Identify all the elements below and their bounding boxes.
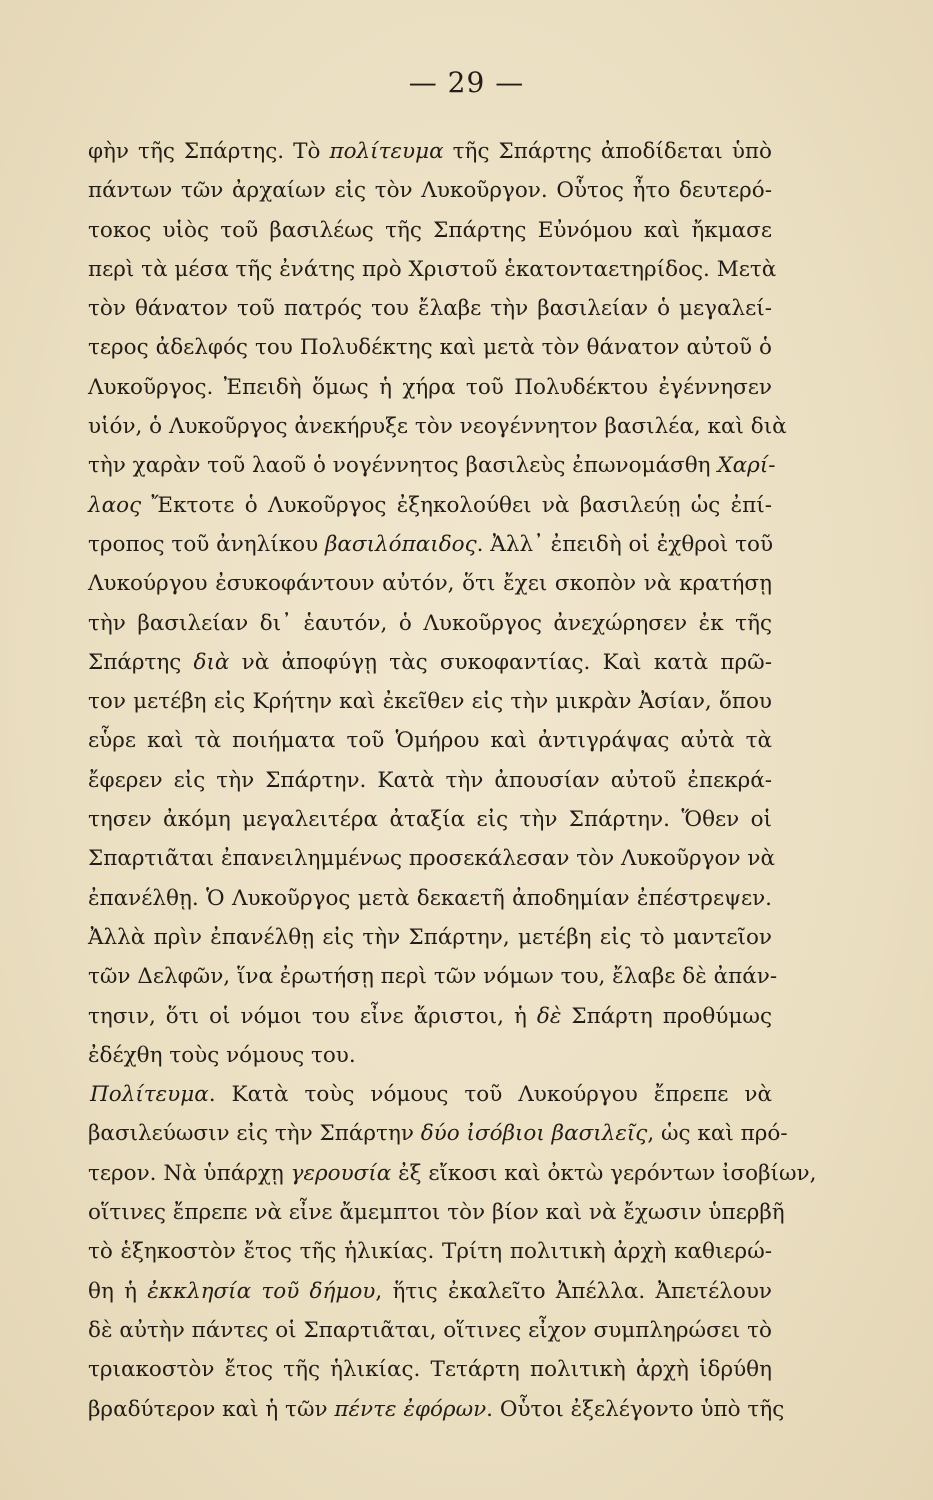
text-line <box>88 1036 772 1075</box>
text-run: τησεν ἀκόμη μεγαλειτέρα ἀταξία εἰς τὴν Σπάρτην. Ὅθεν οἱ <box>88 807 772 833</box>
text-run: τον μετέβη εἰς Κρήτην καὶ ἐκεῖθεν εἰς τὴν μικρὰν Ἀσίαν, ὅπου <box>88 689 772 715</box>
text-run: . Οὗτοι ἐξελέγοντο ὑπὸ τῆς <box>486 1396 785 1422</box>
body-text <box>88 132 817 1429</box>
text-run: τροπος τοῦ ἀνηλίκου <box>88 531 325 557</box>
text-line <box>88 1075 772 1114</box>
text-line <box>88 368 772 407</box>
text-run: τῶν Δελφῶν, ἵνα ἐρωτήσῃ περὶ τῶν νόμων του, ἔλαβε δὲ ἀπάν- <box>88 964 778 990</box>
text-line <box>88 721 772 760</box>
italic-text: δύο ἰσόβιοι βασιλεῖς <box>420 1121 648 1147</box>
text-run: τὸν θάνατον τοῦ πατρός του ἔλαβε τὴν βασιλείαν ὁ μεγαλεί- <box>88 296 772 322</box>
italic-text: Χαρί- <box>717 453 776 479</box>
text-run: τερον. Νὰ ὑπάρχῃ <box>88 1160 291 1186</box>
text-run: Ἔκτοτε ὁ Λυκοῦργος ἐξηκολούθει νὰ βασιλεύῃ ὡς ἐπί- <box>141 492 772 518</box>
text-run: υἱόν, ὁ Λυκοῦργος ἀνεκήρυξε τὸν νεογέννητον βασιλέα, καὶ διὰ <box>88 414 787 440</box>
text-line <box>88 1154 817 1193</box>
text-line <box>88 800 772 839</box>
text-line <box>88 879 772 918</box>
page-number: — 29 — <box>408 66 525 99</box>
text-line <box>88 486 772 525</box>
text-line <box>88 761 772 800</box>
text-line <box>88 1311 772 1350</box>
text-line <box>88 918 772 957</box>
text-line <box>88 604 772 643</box>
text-line <box>88 328 772 367</box>
text-run: ἐδέχθη τοὺς νόμους του. <box>88 1042 356 1068</box>
text-run: Σπάρτης <box>88 649 194 675</box>
italic-text: διὰ <box>193 649 230 675</box>
text-run: τὴν βασιλείαν δι᾽ ἑαυτόν, ὁ Λυκοῦργος ἀνεχώρησεν ἐκ τῆς <box>88 610 772 636</box>
italic-text: γερουσία <box>290 1160 392 1186</box>
text-run: . Ἀλλ᾽ ἐπειδὴ οἱ ἐχθροὶ τοῦ <box>476 531 774 557</box>
text-run: Λυκοῦργος. Ἐπειδὴ ὅμως ἡ χήρα τοῦ Πολυδέκτου ἐγέννησεν <box>88 374 772 400</box>
text-run: , ἥτις ἐκαλεῖτο Ἀπέλλα. Ἀπετέλουν <box>375 1278 772 1304</box>
italic-text: βασιλόπαιδος <box>324 531 477 557</box>
text-run: ἐξ εἴκοσι καὶ ὀκτὼ γερόντων ἰσοβίων, <box>391 1160 817 1186</box>
text-line <box>88 997 772 1036</box>
text-run: εὗρε καὶ τὰ ποιήματα τοῦ Ὁμήρου καὶ ἀντιγράψας αὐτὰ τὰ <box>88 728 772 754</box>
text-run: τὸ ἑξηκοστὸν ἔτος τῆς ἡλικίας. Τρίτη πολιτικὴ ἀρχὴ καθιερώ- <box>88 1239 772 1265</box>
italic-text: δὲ <box>536 1003 562 1029</box>
text-line <box>88 839 775 878</box>
text-line <box>88 525 772 564</box>
text-run: τριακοστὸν ἔτος τῆς ἡλικίας. Τετάρτη πολιτικὴ ἀρχὴ ἱδρύθη <box>88 1357 772 1383</box>
text-line <box>88 682 772 721</box>
text-line <box>88 132 772 171</box>
text-run: τοκος υἱὸς τοῦ βασιλέως τῆς Σπάρτης Εὐνόμου καὶ ἤκμασε <box>88 217 772 243</box>
italic-text: πολίτευμα <box>329 139 444 164</box>
text-line <box>88 407 787 446</box>
italic-text: πέντε ἐφόρων <box>334 1396 487 1422</box>
text-run: νὰ ἀποφύγῃ τὰς συκοφαντίας. Καὶ κατὰ πρῶ- <box>229 649 772 675</box>
text-run: Λυκούργου ἐσυκοφάντουν αὐτόν, ὅτι ἔχει σκοπὸν νὰ κρατήσῃ <box>88 571 772 597</box>
text-line <box>88 171 772 210</box>
text-line <box>88 1272 772 1311</box>
text-run: τησιν, ὅτι οἱ νόμοι του εἶνε ἄριστοι, ἡ <box>88 1003 537 1029</box>
text-run: Σπαρτιᾶται ἐπανειλημμένως προσεκάλεσαν τὸν Λυκοῦργον νὰ <box>88 846 775 872</box>
text-line <box>88 1350 772 1389</box>
text-run: πάντων τῶν ἀρχαίων εἰς τὸν Λυκοῦργον. Οὗτος ἦτο δευτερό- <box>88 178 772 204</box>
text-line <box>88 289 772 328</box>
italic-text: Πολίτευμα <box>90 1082 209 1108</box>
text-line <box>88 957 778 996</box>
text-run: δὲ αὐτὴν πάντες οἱ Σπαρτιᾶται, οἵτινες εἶχον συμπληρώσει τὸ <box>88 1317 772 1343</box>
text-line <box>88 250 777 289</box>
text-line <box>88 211 772 250</box>
italic-text: λαος <box>88 492 142 518</box>
text-run: Σπάρτη προθύμως <box>561 1003 772 1029</box>
text-line <box>88 1114 788 1153</box>
text-run: ἔφερεν εἰς τὴν Σπάρτην. Κατὰ τὴν ἀπουσίαν αὐτοῦ ἐπεκρά- <box>88 767 772 793</box>
text-line <box>88 1232 772 1271</box>
text-run: βραδύτερον καὶ ἡ τῶν <box>88 1396 335 1422</box>
text-run: περὶ τὰ μέσα τῆς ἐνάτης πρὸ Χριστοῦ ἑκατονταετηρίδος. Μετὰ <box>88 256 777 282</box>
text-line <box>88 1193 785 1232</box>
italic-text: ἐκκλησία τοῦ δήμου <box>147 1278 376 1304</box>
text-run: Ἀλλὰ πρὶν ἐπανέλθῃ εἰς τὴν Σπάρτην, μετέβη εἰς τὸ μαντεῖον <box>88 924 772 950</box>
text-run: φὴν τῆς Σπάρτης. Τὸ <box>88 139 330 164</box>
text-run: οἵτινες ἔπρεπε νὰ εἶνε ἄμεμπτοι τὸν βίον καὶ νὰ ἔχωσιν ὑπερβῆ <box>88 1200 785 1226</box>
text-run: τῆς Σπάρτης ἀποδίδεται ὑπὸ <box>443 139 772 164</box>
text-run: τερος ἀδελφός του Πολυδέκτης καὶ μετὰ τὸν θάνατον αὐτοῦ ὁ <box>88 335 772 361</box>
text-line <box>88 446 776 485</box>
text-line <box>88 643 772 682</box>
text-run: , ὡς καὶ πρό- <box>647 1121 788 1147</box>
text-run: θη ἡ <box>88 1278 148 1304</box>
text-run: ἐπανέλθῃ. Ὁ Λυκοῦργος μετὰ δεκαετῆ ἀποδημίαν ἐπέστρεψεν. <box>88 885 772 911</box>
text-run: βασιλεύωσιν εἰς τὴν Σπάρτην <box>88 1121 421 1147</box>
text-line <box>88 1390 785 1429</box>
text-run: τὴν χαρὰν τοῦ λαοῦ ὁ νογέννητος βασιλεὺς ἐπωνομάσθη <box>88 453 718 479</box>
text-line <box>88 564 772 603</box>
text-run: . Κατὰ τοὺς νόμους τοῦ Λυκούργου ἔπρεπε νὰ <box>208 1082 772 1108</box>
